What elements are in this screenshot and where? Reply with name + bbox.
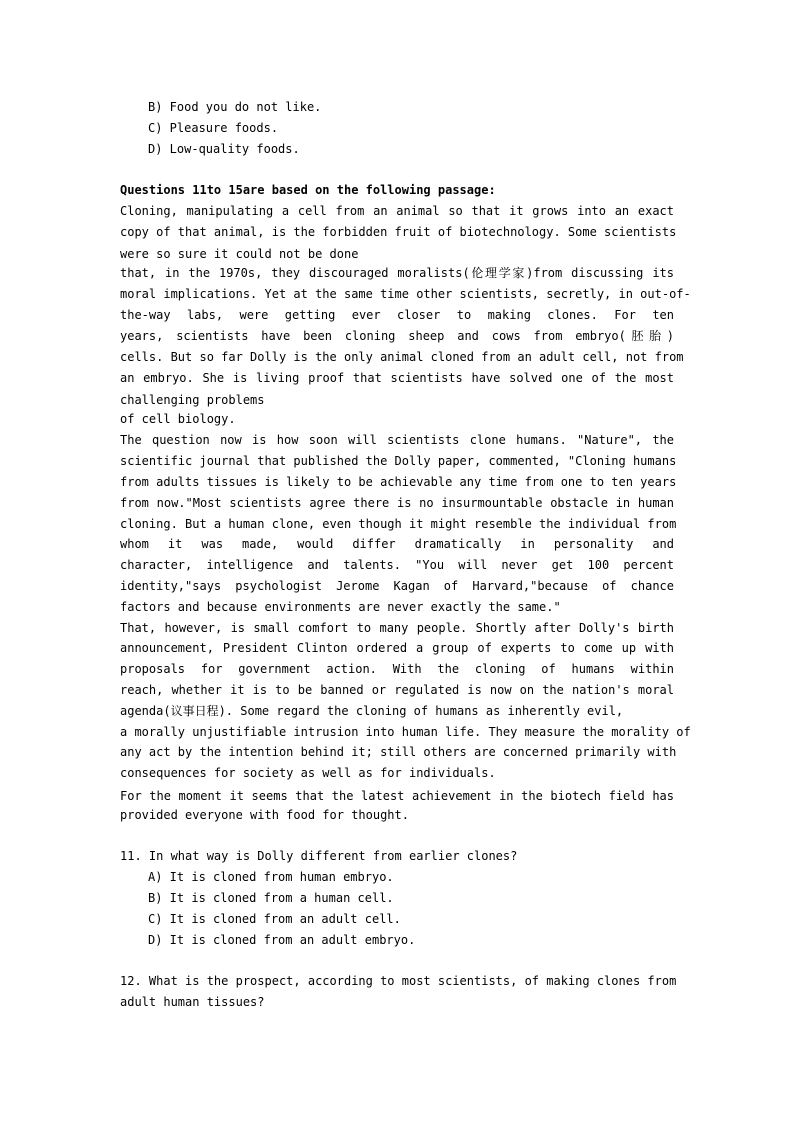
passage-line: from now."Most scientists agree there is no insurmountable obstacle in human bbox=[120, 496, 674, 510]
question-12-stem-cont: adult human tissues? bbox=[120, 995, 265, 1009]
passage-line: consequences for society as well as for individuals. bbox=[120, 766, 496, 780]
passage-line: cells. But so far Dolly is the only animal cloned from an adult cell, not from bbox=[120, 350, 684, 364]
passage-line: character, intelligence and talents. "You will never get 100 percent bbox=[120, 558, 674, 572]
passage-line: cloning. But a human clone, even though it might resemble the individual from bbox=[120, 517, 677, 531]
passage-line: scientific journal that published the Dolly paper, commented, "Cloning humans bbox=[120, 454, 677, 468]
passage-line: agenda(议事日程). Some regard the cloning of humans as inherently evil, bbox=[120, 704, 624, 718]
question-12-stem: 12. What is the prospect, according to most scientists, of making clones from bbox=[120, 974, 677, 988]
passage-line: proposals for government action. With the cloning of humans within bbox=[120, 662, 674, 676]
passage-line: any act by the intention behind it; still others are concerned primarily with bbox=[120, 745, 677, 759]
passage-line: a morally unjustifiable intrusion into human life. They measure the morality of bbox=[120, 725, 691, 739]
passage-line: were so sure it could not be done bbox=[120, 247, 359, 261]
prev-option-c: C) Pleasure foods. bbox=[148, 121, 279, 135]
passage-line: Cloning, manipulating a cell from an animal so that it grows into an exact bbox=[120, 204, 674, 218]
question-11-option-b: B) It is cloned from a human cell. bbox=[148, 891, 394, 905]
passage-line: reach, whether it is to be banned or regulated is now on the nation's moral bbox=[120, 683, 674, 697]
passage-line: factors and because environments are never exactly the same." bbox=[120, 600, 561, 614]
question-11-option-c: C) It is cloned from an adult cell. bbox=[148, 912, 401, 926]
passage-line: copy of that animal, is the forbidden fruit of biotechnology. Some scientists bbox=[120, 225, 677, 239]
passage-line: announcement, President Clinton ordered a group of experts to come up with bbox=[120, 641, 674, 655]
passage-line: of cell biology. bbox=[120, 412, 236, 426]
passage-line: whom it was made, would differ dramatically in personality and bbox=[120, 537, 674, 551]
passage-line: years, scientists have been cloning sheep and cows from embryo(胚胎) bbox=[120, 329, 674, 343]
passage-line: challenging problems bbox=[120, 393, 265, 407]
question-11-stem: 11. In what way is Dolly different from earlier clones? bbox=[120, 849, 518, 863]
question-11-option-d: D) It is cloned from an adult embryo. bbox=[148, 933, 416, 947]
prev-option-b: B) Food you do not like. bbox=[148, 100, 322, 114]
passage-line: The question now is how soon will scientists clone humans. "Nature", the bbox=[120, 433, 674, 447]
question-11-option-a: A) It is cloned from human embryo. bbox=[148, 870, 394, 884]
passage-line: identity,"says psychologist Jerome Kagan of Harvard,"because of chance bbox=[120, 579, 674, 593]
passage-line: that, in the 1970s, they discouraged moralists(伦理学家)from discussing its bbox=[120, 266, 674, 280]
passage-line: For the moment it seems that the latest achievement in the biotech field has bbox=[120, 789, 674, 803]
passage-heading: Questions 11to 15are based on the following passage: bbox=[120, 183, 496, 197]
passage-line: provided everyone with food for thought. bbox=[120, 808, 409, 822]
passage-line: the-way labs, were getting ever closer to making clones. For ten bbox=[120, 308, 674, 322]
prev-option-d: D) Low-quality foods. bbox=[148, 142, 300, 156]
passage-line: That, however, is small comfort to many people. Shortly after Dolly's birth bbox=[120, 621, 674, 635]
passage-line: from adults tissues is likely to be achievable any time from one to ten years bbox=[120, 475, 677, 489]
passage-line: an embryo. She is living proof that scientists have solved one of the most bbox=[120, 371, 674, 385]
passage-line: moral implications. Yet at the same time other scientists, secretly, in out-of- bbox=[120, 287, 691, 301]
